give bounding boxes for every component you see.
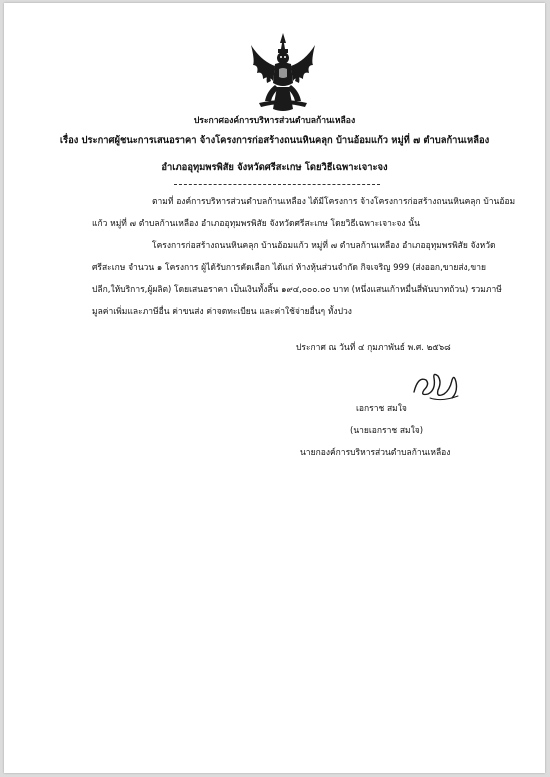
document-page xyxy=(4,3,545,773)
signer-short-name: เอกราช สมใจ xyxy=(356,404,407,414)
announcement-subject-cont: อำเภออุทุมพรพิสัย จังหวัดศรีสะเกษ โดยวิธีเฉพาะเจาะจง xyxy=(161,162,388,173)
separator-line xyxy=(174,184,380,185)
announcement-subject: เรื่อง ประกาศผู้ชนะการเสนอราคา จ้างโครงการก่อสร้างถนนหินคลุก บ้านอ้อมแก้ว หมู่ที่ ๗ ตำบลก้านเหลือง xyxy=(59,135,490,146)
para2-line3: ปลีก,ให้บริการ,ผู้ผลิต) โดยเสนอราคา เป็นเงินทั้งสิ้น ๑๙๔,๐๐๐.๐๐ บาท (หนึ่งแสนเก้าหมื่นสี่พันบาทถ้วน) รวมภาษี xyxy=(92,285,502,295)
para2-line1: โครงการก่อสร้างถนนหินคลุก บ้านอ้อมแก้ว หมู่ที่ ๗ ตำบลก้านเหลือง อำเภออุทุมพรพิสัย จังหวัด xyxy=(152,241,496,251)
para2-line4: มูลค่าเพิ่มและภาษีอื่น ค่าขนส่ง ค่าจดทะเบียน และค่าใช้จ่ายอื่นๆ ทั้งปวง xyxy=(92,307,352,317)
signer-position: นายกองค์การบริหารส่วนตำบลก้านเหลือง xyxy=(300,448,451,458)
para2-line2: ศรีสะเกษ จำนวน ๑ โครงการ ผู้ได้รับการคัดเลือก ได้แก่ ห้างหุ้นส่วนจำกัด กิจเจริญ 999 (ส่งออก,ขายส่ง,ขาย xyxy=(92,263,486,273)
announcement-organization: ประกาศองค์การบริหารส่วนตำบลก้านเหลือง xyxy=(193,116,356,126)
signer-full-name: (นายเอกราช สมใจ) xyxy=(350,426,424,436)
garuda-emblem xyxy=(247,31,319,113)
para1-line1: ตามที่ องค์การบริหารส่วนตำบลก้านเหลือง ได้มีโครงการ จ้างโครงการก่อสร้างถนนหินคลุก บ้านอ้อม xyxy=(152,197,516,207)
announce-date: ประกาศ ณ วันที่ ๔ กุมภาพันธ์ พ.ศ. ๒๕๖๘ xyxy=(296,343,451,353)
para1-line2: แก้ว หมู่ที่ ๗ ตำบลก้านเหลือง อำเภออุทุมพรพิสัย จังหวัดศรีสะเกษ โดยวิธีเฉพาะเจาะจง นั้น xyxy=(92,219,420,229)
handwritten-signature xyxy=(408,368,468,404)
